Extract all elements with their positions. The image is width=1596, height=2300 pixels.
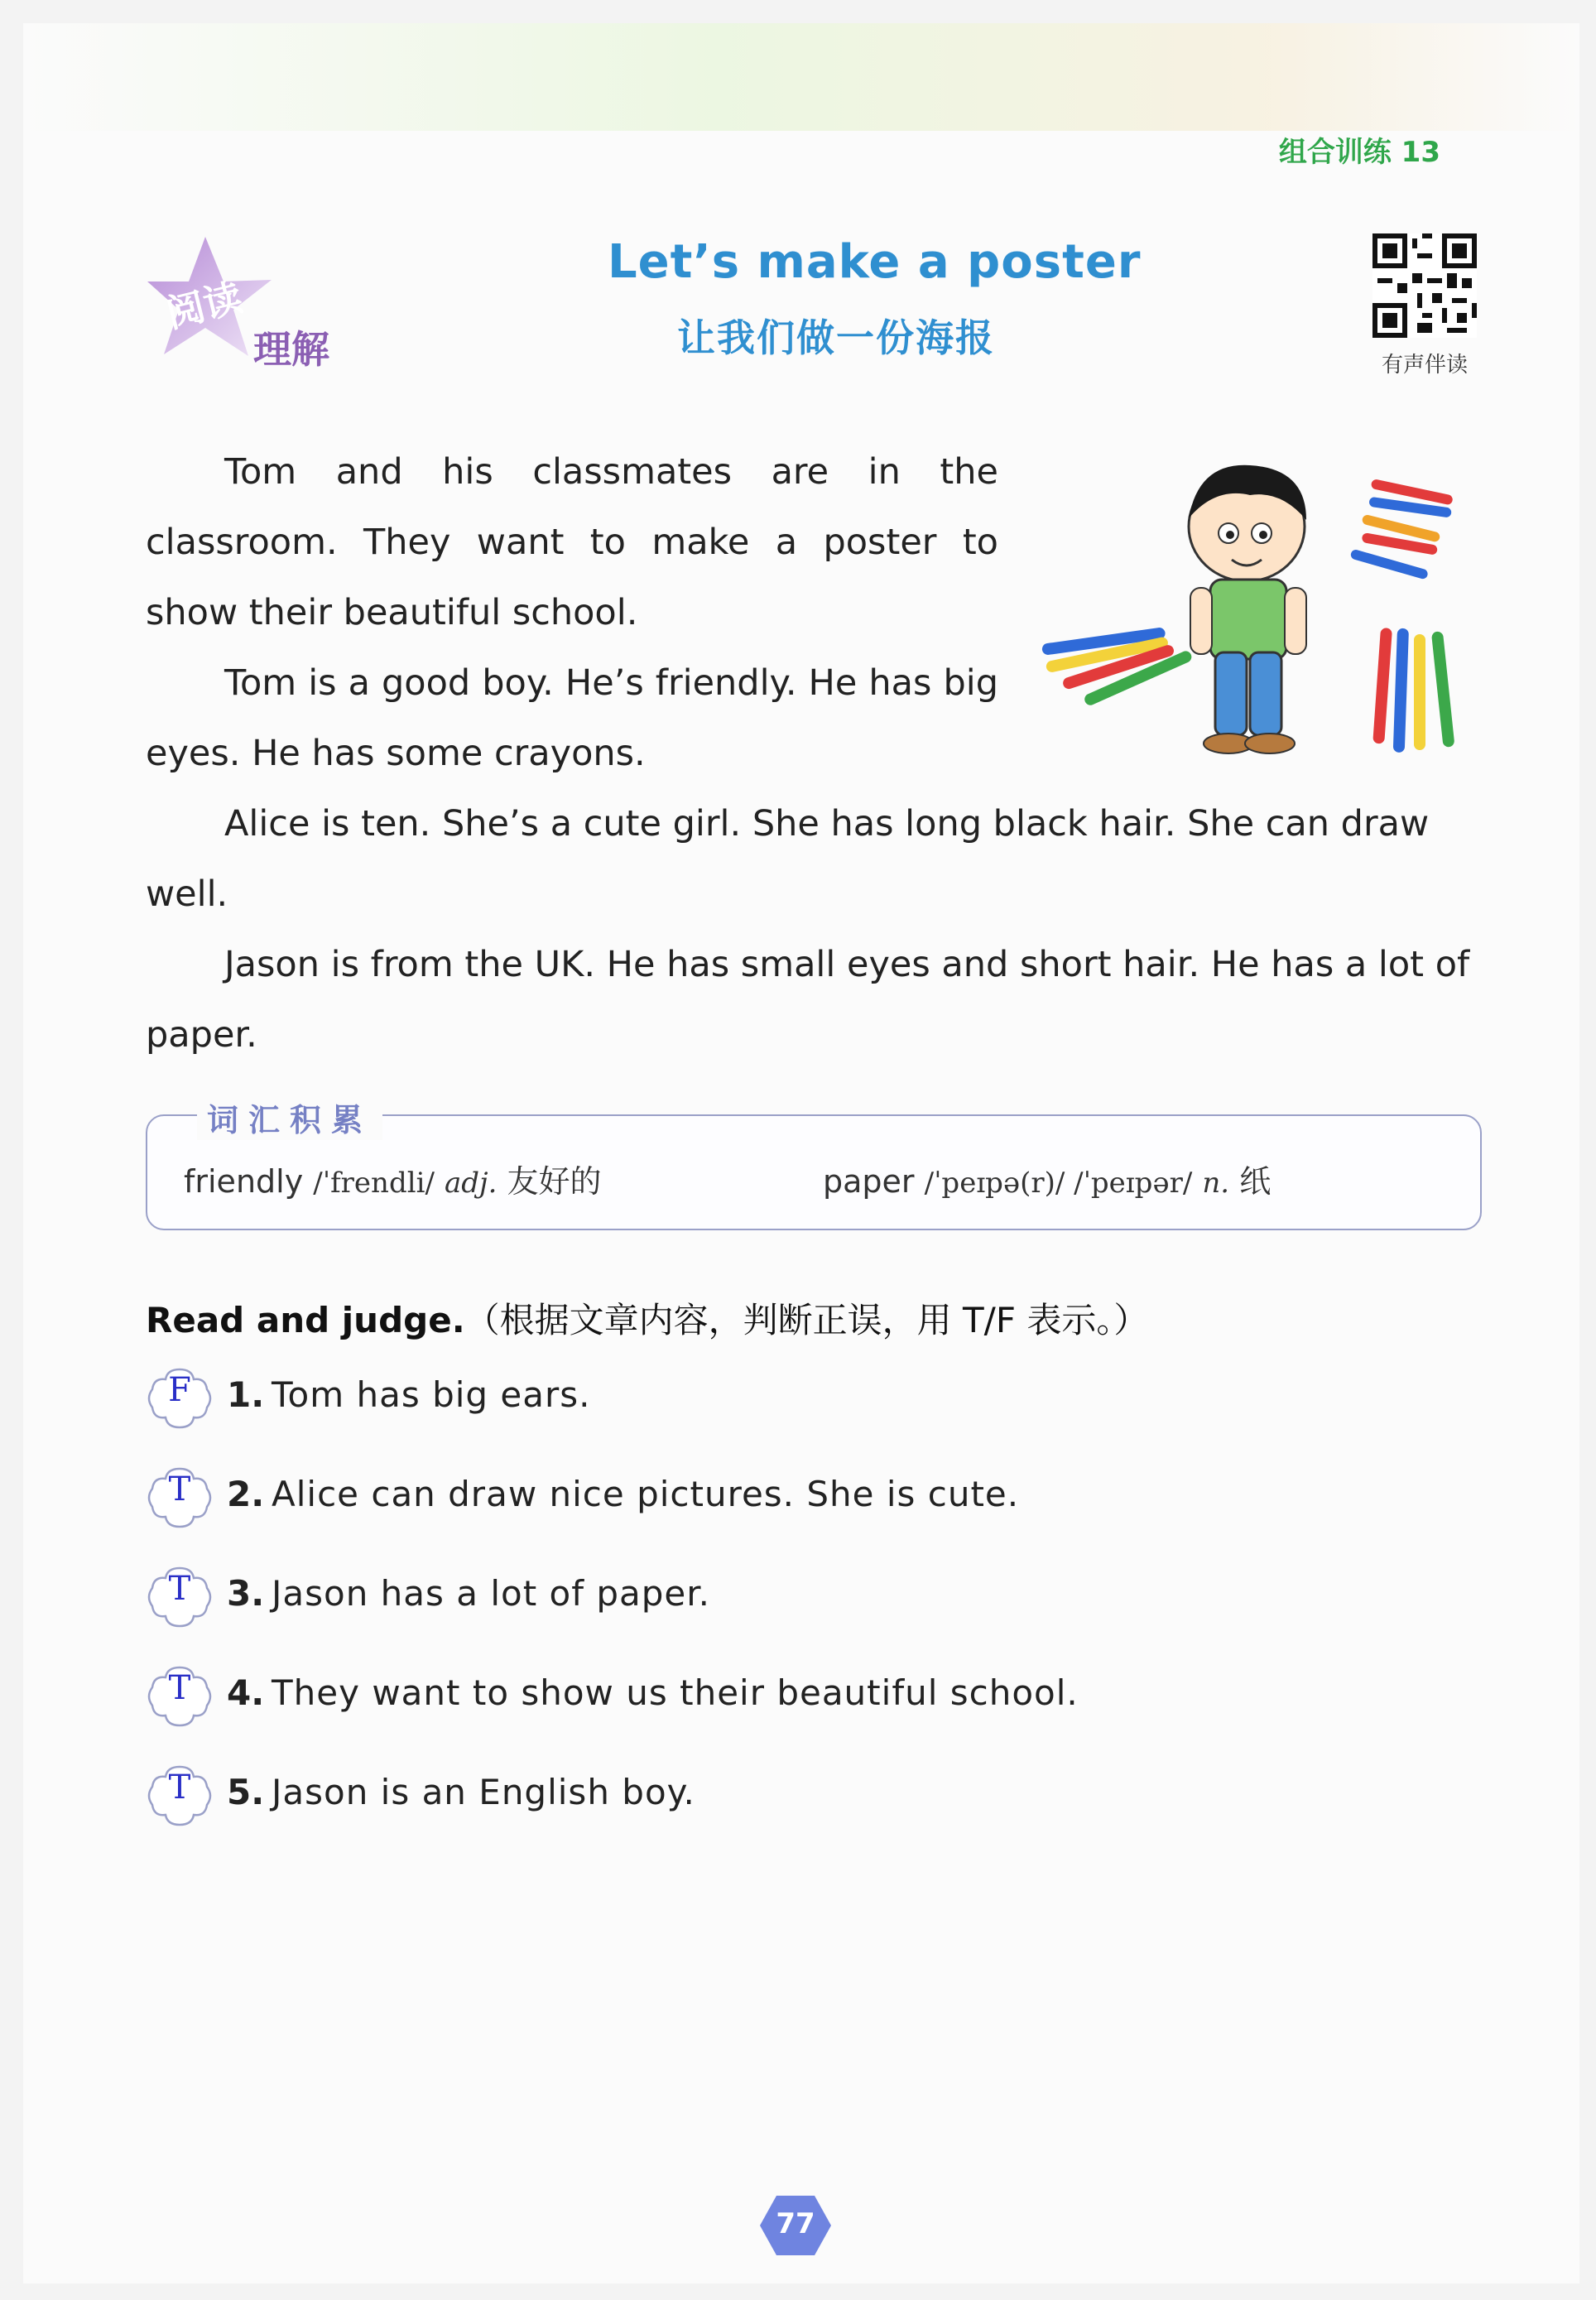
badge-line1: 阅读	[161, 274, 247, 337]
passage-paragraph: Tom and his classmates are in the classroom. They want to make a poster to show their beautiful school.	[146, 451, 998, 633]
vocab-meaning: 友好的	[507, 1163, 602, 1200]
answer-flower[interactable]	[146, 1662, 214, 1730]
reading-passage	[146, 437, 1487, 1071]
qr-code-icon[interactable]	[1372, 233, 1477, 338]
passage-paragraph: Alice is ten. She’s a cute girl. She has long black hair. She can draw well.	[146, 803, 1430, 915]
answer-flower[interactable]	[146, 1364, 214, 1432]
answer-flower[interactable]	[146, 1464, 214, 1532]
vocab-item	[823, 1156, 1271, 1201]
answer-value: F	[168, 1371, 191, 1409]
question-text: They want to show us their beautiful school.	[272, 1672, 1079, 1713]
question-number: 5.	[227, 1772, 265, 1812]
vocab-pos: adj.	[445, 1167, 498, 1200]
vocab-phonetic: /ˈfrendli/	[313, 1167, 435, 1200]
vocab-phonetic: /ˈpeɪpə(r)/ /ˈpeɪpər/	[924, 1167, 1193, 1200]
page-number: 77	[776, 2207, 815, 2240]
question-text: Alice can draw nice pictures. She is cute.	[272, 1474, 1020, 1514]
answer-value: T	[168, 1669, 191, 1707]
passage-paragraph: Tom is a good boy. He’s friendly. He has big eyes. He has some crayons.	[146, 662, 998, 774]
vocab-word: paper	[823, 1163, 915, 1200]
workbook-page	[23, 23, 1579, 2283]
question-row	[146, 1762, 1305, 1828]
question-row	[146, 1364, 1305, 1431]
question-row	[146, 1464, 1305, 1530]
instruction-note: （根据文章内容，判断正误，用 T/F 表示。）	[464, 1300, 1149, 1340]
question-text: Tom has big ears.	[272, 1374, 591, 1415]
answer-flower[interactable]	[146, 1563, 214, 1631]
answer-value: T	[168, 1768, 191, 1807]
answer-value: T	[168, 1570, 191, 1608]
vocab-pos: n.	[1202, 1167, 1230, 1200]
instruction-bold: Read and judge.	[146, 1300, 465, 1340]
vocab-item	[184, 1156, 602, 1201]
vocab-meaning: 纸	[1239, 1163, 1272, 1200]
question-number: 1.	[227, 1374, 265, 1415]
section-label: 组合训练 13	[1278, 136, 1440, 169]
question-text: Jason is an English boy.	[272, 1772, 695, 1812]
title-english: Let’s make a poster	[608, 235, 1142, 289]
vocab-word: friendly	[184, 1163, 304, 1200]
vocabulary-title: 词汇积累	[197, 1095, 382, 1140]
question-text: Jason has a lot of paper.	[272, 1573, 711, 1614]
answer-flower[interactable]	[146, 1762, 214, 1830]
reading-badge	[147, 230, 346, 379]
badge-line2: 理解	[253, 327, 329, 372]
question-number: 4.	[227, 1672, 265, 1713]
passage-paragraph: Jason is from the UK. He has small eyes and short hair. He has a lot of paper.	[146, 944, 1470, 1056]
answer-value: T	[168, 1470, 191, 1508]
qr-caption: 有声伴读	[1381, 353, 1468, 378]
question-number: 3.	[227, 1573, 265, 1614]
title-chinese: 让我们做一份海报	[677, 315, 995, 360]
page-number-badge	[758, 2192, 833, 2259]
top-decoration	[23, 23, 1579, 131]
question-row	[146, 1563, 1305, 1629]
question-row	[146, 1662, 1305, 1729]
exercise-instruction	[146, 1293, 1148, 1343]
question-number: 2.	[227, 1474, 265, 1514]
vocabulary-box	[146, 1102, 1482, 1230]
